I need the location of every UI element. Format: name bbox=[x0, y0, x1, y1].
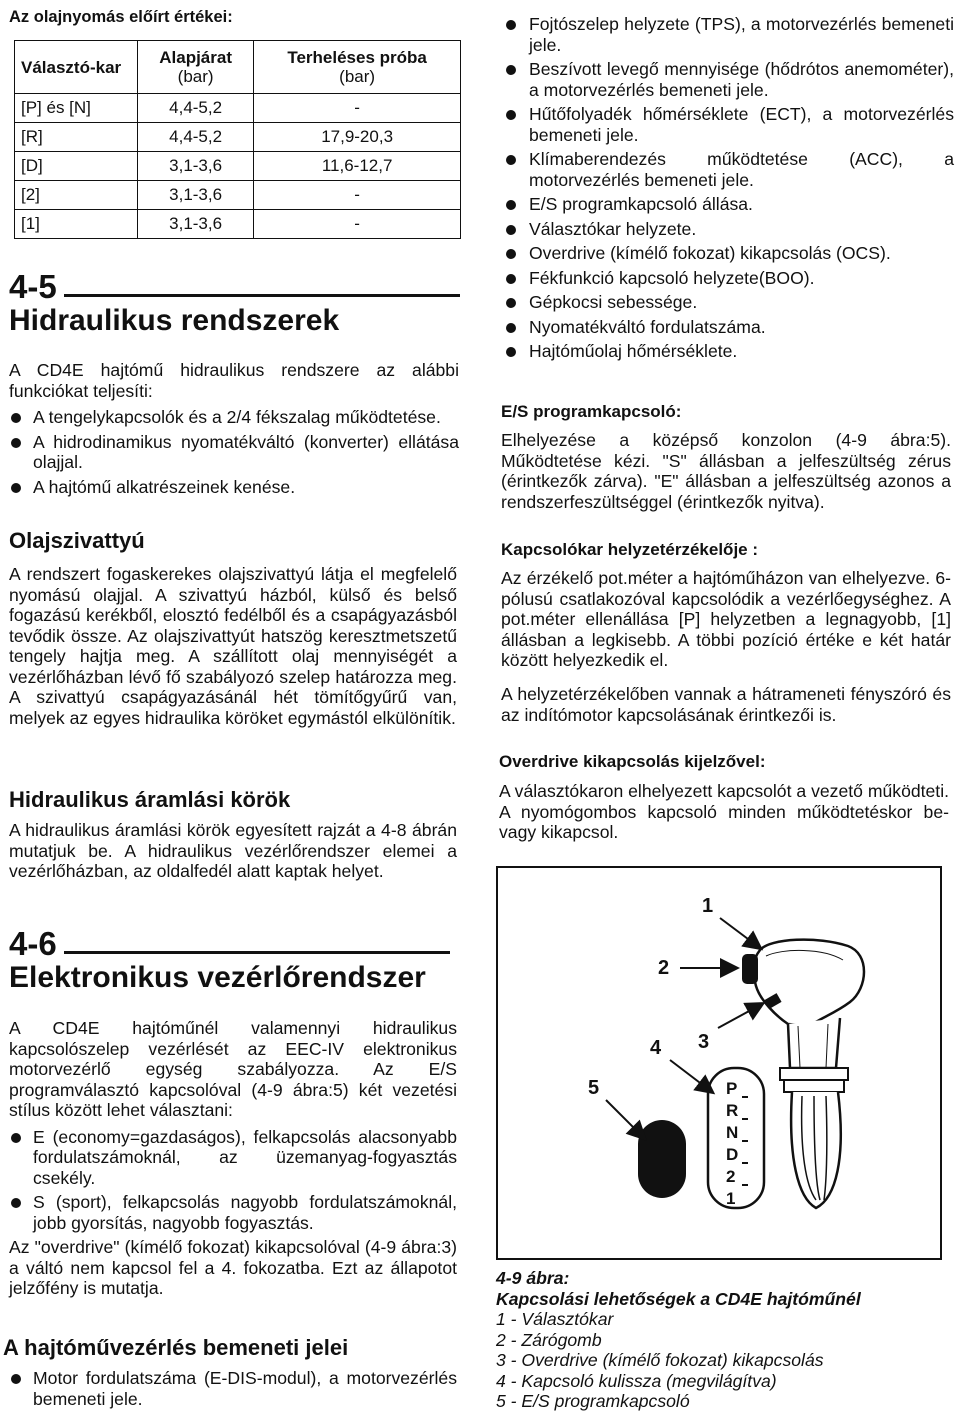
list-item: S (sport), felkapcsolás nagyobb fordulatszámoknál, jobb gyorsítás, nagyobb fogyasztás. bbox=[9, 1192, 457, 1233]
lever-sensor-heading: Kapcsolókar helyzetérzékelője : bbox=[501, 540, 759, 559]
input-signal-list bbox=[496, 14, 954, 366]
table-cell-idle: 4,4-5,2 bbox=[138, 123, 254, 152]
table-cell-load: - bbox=[254, 210, 461, 239]
section-rule bbox=[64, 294, 460, 297]
callout-5: 5 bbox=[588, 1077, 600, 1099]
gate-letter: R bbox=[726, 1101, 739, 1120]
oil-pressure-table bbox=[14, 40, 461, 239]
lever-sensor-text-1: Az érzékelő pot.méter a hajtóműházon van elhelyezve. 6-pólusú csatlakozóval kapcsolódik a vezérlőegységhez. A pot.méter ellenállása [P] helyzetben a legnagyobb, [1] állásban a legkisebb. A többi pozíció értéke e két határ között helyezkedik el. bbox=[501, 568, 951, 670]
list-item: Overdrive (kímélő fokozat) kikapcsolás (OCS). bbox=[496, 243, 954, 264]
table-cell-idle: 3,1-3,6 bbox=[138, 210, 254, 239]
list-item: Fékfunkció kapcsoló helyzete(BOO). bbox=[496, 268, 954, 289]
table-row bbox=[15, 181, 461, 210]
table-cell-lever: [1] bbox=[15, 210, 138, 239]
gate-letter: N bbox=[726, 1123, 739, 1142]
column-header-load: Terheléses próba (bar) bbox=[254, 41, 461, 94]
table-cell-lever: [2] bbox=[15, 181, 138, 210]
table-cell-lever: [P] és [N] bbox=[15, 94, 138, 123]
table-cell-idle: 3,1-3,6 bbox=[138, 152, 254, 181]
callout-2: 2 bbox=[658, 957, 670, 979]
section-title-electronic: Elektronikus vezérlőrendszer bbox=[9, 961, 426, 994]
figure-legend-item: 5 - E/S programkapcsoló bbox=[496, 1391, 690, 1411]
gate-letter: 1 bbox=[726, 1189, 736, 1208]
gear-lever-drawing bbox=[498, 868, 940, 1258]
list-item: Hűtőfolyadék hőmérséklete (ECT), a motorvezérlés bemeneti jele. bbox=[496, 104, 954, 145]
section-rule bbox=[64, 951, 450, 954]
section-title-hydraulic: Hidraulikus rendszerek bbox=[9, 304, 340, 337]
gear-lever bbox=[753, 940, 864, 1208]
list-item: Gépkocsi sebessége. bbox=[496, 292, 954, 313]
column-header-idle: Alapjárat (bar) bbox=[138, 41, 254, 94]
table-cell-load: - bbox=[254, 181, 461, 210]
hydraulic-intro: A CD4E hajtómű hidraulikus rendszere az alábbi funkciókat teljesíti: bbox=[9, 360, 459, 401]
list-item: Választókar helyzete. bbox=[496, 219, 954, 240]
figure-legend-item: 3 - Overdrive (kímélő fokozat) kikapcsolás bbox=[496, 1350, 824, 1370]
callout-3: 3 bbox=[698, 1031, 710, 1053]
section-number-4-6: 4-6 bbox=[9, 925, 57, 962]
column-header-lever: Választó-kar bbox=[15, 41, 138, 94]
es-switch-shape bbox=[638, 1120, 686, 1198]
list-item: Fojtószelep helyzete (TPS), a motorvezérlés bemeneti jele. bbox=[496, 14, 954, 55]
table-cell-idle: 3,1-3,6 bbox=[138, 181, 254, 210]
figure-legend-item: 2 - Zárógomb bbox=[496, 1329, 602, 1350]
list-item: E (economy=gazdaságos), felkapcsolás alacsonyabb fordulatszámoknál, az üzemanyag-fogyasztás csekély. bbox=[9, 1127, 457, 1189]
input-list-start bbox=[9, 1368, 457, 1413]
table-cell-load: 17,9-20,3 bbox=[254, 123, 461, 152]
list-item: E/S programkapcsoló állása. bbox=[496, 194, 954, 215]
table-cell-load: 11,6-12,7 bbox=[254, 152, 461, 181]
oil-table-title: Az olajnyomás előírt értékei: bbox=[9, 8, 233, 26]
es-switch-text: Elhelyezése a középső konzolon (4-9 ábra:5). Működtetése kézi. "S" állásban a jelfeszültség zérus (érintkezők zárva). "E" állásban a jelfeszültség azonos a rendszerfeszültséggel (érintkezők nyitva). bbox=[501, 430, 951, 512]
overdrive-indicator-heading: Overdrive kikapcsolás kijelzővel: bbox=[499, 752, 766, 771]
subsection-title-flow: Hidraulikus áramlási körök bbox=[9, 787, 291, 812]
figure-label: 4-9 ábra: bbox=[496, 1268, 570, 1288]
list-item: Hajtóműolaj hőmérséklete. bbox=[496, 341, 954, 362]
gate-letter: 2 bbox=[726, 1167, 736, 1186]
gate-letter: D bbox=[726, 1145, 739, 1164]
es-switch-heading: E/S programkapcsoló: bbox=[501, 402, 682, 421]
section-number-4-5: 4-5 bbox=[9, 268, 57, 305]
table-row bbox=[15, 94, 461, 123]
list-item: A hajtómű alkatrészeinek kenése. bbox=[9, 477, 459, 498]
overdrive-indicator-text: A választókaron elhelyezett kapcsolót a vezető működteti. A nyomógombos kapcsoló minden működtetéskor be- vagy kikapcsol. bbox=[499, 781, 949, 842]
callout-4: 4 bbox=[650, 1037, 662, 1059]
figure-title: Kapcsolási lehetőségek a CD4E hajtóműnél bbox=[496, 1288, 861, 1309]
figure-legend-item: 4 - Kapcsoló kulissza (megvilágítva) bbox=[496, 1370, 777, 1391]
callout-1: 1 bbox=[702, 895, 714, 917]
table-row bbox=[15, 152, 461, 181]
table-row bbox=[15, 123, 461, 152]
electronic-intro-block bbox=[9, 1018, 457, 1299]
table-cell-idle: 4,4-5,2 bbox=[138, 94, 254, 123]
list-item: Beszívott levegő mennyisége (hődrótos anemométer), a motorvezérlés bemeneti jele. bbox=[496, 59, 954, 100]
table-cell-load: - bbox=[254, 94, 461, 123]
figure-caption bbox=[496, 1268, 958, 1412]
list-item: Motor fordulatszáma (E-DIS-modul), a motorvezérlés bemeneti jele. bbox=[9, 1368, 457, 1409]
subsection-title-oil-pump: Olajszivattyú bbox=[9, 528, 145, 553]
gate-letter: P bbox=[726, 1079, 738, 1098]
overdrive-text: Az "overdrive" (kímélő fokozat) kikapcsolóval (4-9 ábra:3) a váltó nem kapcsol fel a 4. fokozatba. Ezt az állapotot jelzőfény is mutatja. bbox=[9, 1237, 457, 1298]
figure-legend-item: 1 - Választókar bbox=[496, 1309, 614, 1329]
hydraulic-intro-block bbox=[9, 360, 459, 501]
list-item: A hidrodinamikus nyomatékváltó (konverter) ellátása olajjal. bbox=[9, 432, 459, 473]
hydraulic-function-list bbox=[9, 407, 459, 497]
table-cell-lever: [R] bbox=[15, 123, 138, 152]
lock-button-shape bbox=[742, 954, 758, 984]
list-item: A tengelykapcsolók és a 2/4 fékszalag működtetése. bbox=[9, 407, 459, 428]
list-item: Nyomatékváltó fordulatszáma. bbox=[496, 317, 954, 338]
lever-sensor-text-2: A helyzetérzékelőben vannak a hátrameneti fényszóró és az indítómotor kapcsolásának érintkezői is. bbox=[501, 684, 951, 725]
table-header-row bbox=[15, 41, 461, 94]
table-cell-lever: [D] bbox=[15, 152, 138, 181]
electronic-intro: A CD4E hajtóműnél valamennyi hidraulikus kapcsolószelep vezérlését az EEC-IV elektronikus motorvezérlő egység szabályozza. Az E/S programválasztó kapcsolóval (4-9 ábra:5) két vezetési stílus között lehet választani: bbox=[9, 1018, 457, 1120]
oil-pump-text: A rendszert fogaskerekes olajszivattyú látja el megfelelő nyomású olajjal. A szivattyú házból, külső és belső fogazású kerékből, elosztó fedélből és a csapágyazásból tevődik össze. Az olajszivattyút hatszög keresztmetszetű tengely hajtja meg. A szállított olaj mennyiségét a vezérlőházban lévő fő szabályozó szelep határozza meg. A szivattyú csapágyazásánál hét tömítőgyűrű van, melyek az egyes hidraulika köröket egymástól elkülönítik. bbox=[9, 564, 457, 728]
list-item: Klímaberendezés működtetése (ACC), a motorvezérlés bemeneti jele. bbox=[496, 149, 954, 190]
subsection-title-inputs: A hajtóművezérlés bemeneti jelei bbox=[3, 1335, 349, 1360]
figure-frame bbox=[496, 866, 942, 1260]
flow-text: A hidraulikus áramlási körök egyesített rajzát a 4-8 ábrán mutatjuk be. A hidraulikus vezérlőrendszer elemei a vezérlőházban, az oldalfedél alatt kaptak helyet. bbox=[9, 820, 457, 881]
table-row bbox=[15, 210, 461, 239]
driving-style-list bbox=[9, 1127, 457, 1234]
